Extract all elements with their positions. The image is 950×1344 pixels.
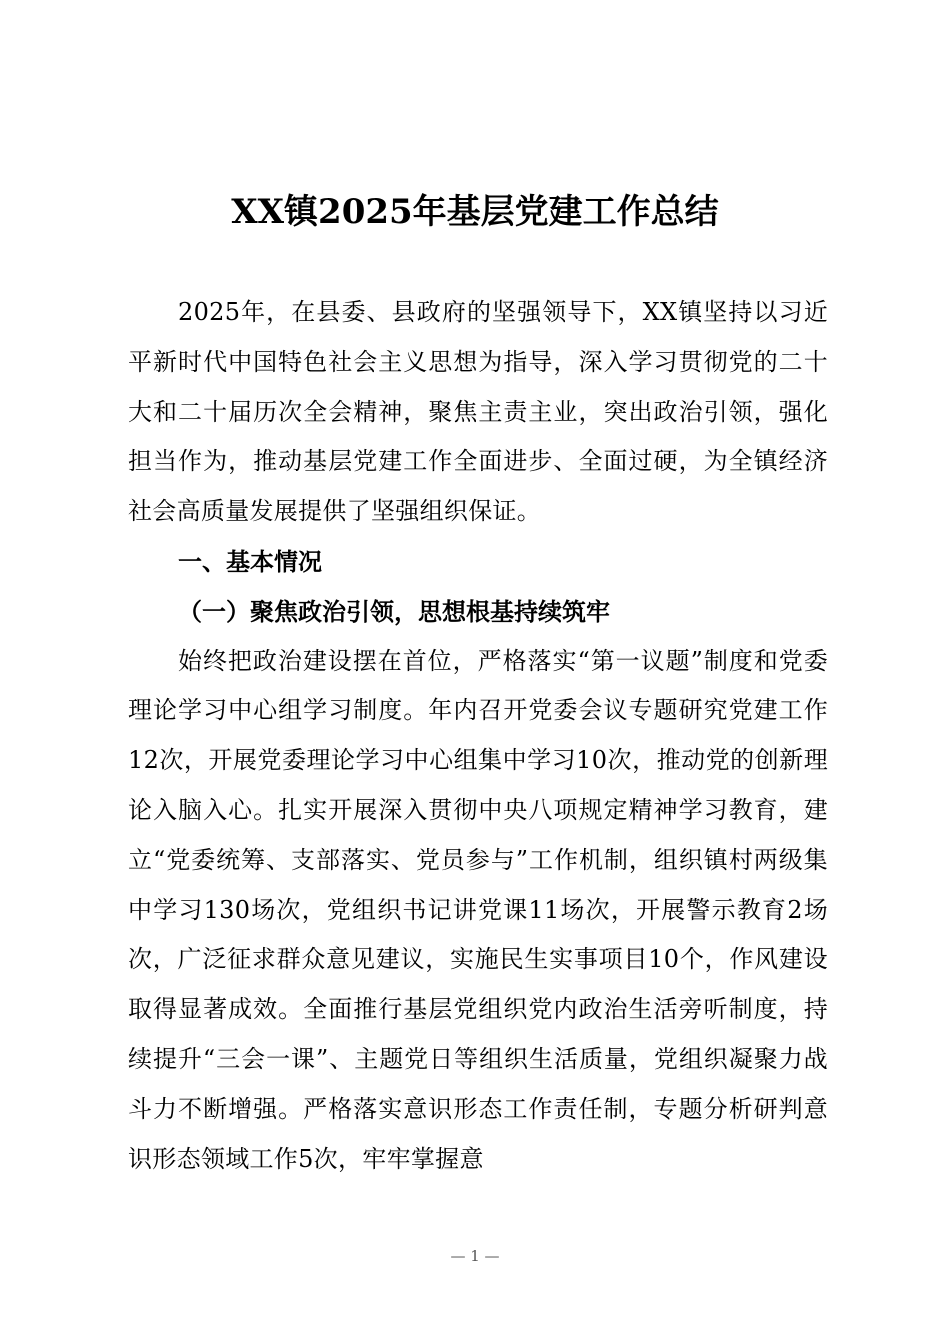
intro-paragraph: 2025年，在县委、县政府的坚强领导下，XX镇坚持以习近平新时代中国特色社会主义思想为指导，深入学习贯彻党的二十大和二十届历次全会精神，聚焦主责主业，突出政治引领，强化担当作为，推动基层党建工作全面进步、全面过硬，为全镇经济社会高质量发展提供了坚强组织保证。	[128, 298, 828, 526]
subsection-heading-political-leadership: （一）聚焦政治引领，思想根基持续筑牢	[178, 596, 610, 626]
section-heading-basic-situation: 一、基本情况	[178, 546, 322, 576]
page-number: — 1 —	[450, 1247, 500, 1265]
subsection-paragraph: 始终把政治建设摆在首位，严格落实“第一议题”制度和党委理论学习中心组学习制度。年内召开党委会议专题研究党建工作12次，开展党委理论学习中心组集中学习10次，推动党的创新理论入脑入心。扎实开展深入贯彻中央八项规定精神学习教育，建立“党委统筹、支部落实、党员参与”工作机制，组织镇村两级集中学习130场次，党组织书记讲党课11场次，开展警示教育2场次，广泛征求群众意见建议，实施民生实事项目10个，作风建设取得显著成效。全面推行基层党组织党内政治生活旁听制度，持续提升“三会一课”、主题党日等组织生活质量，党组织凝聚力战斗力不断增强。严格落实意识形态工作责任制，专题分析研判意识形态领域工作5次，牢牢掌握意	[128, 646, 828, 1173]
document-body	[128, 288, 828, 1184]
document-title: XX镇2025年基层党建工作总结	[231, 192, 719, 232]
